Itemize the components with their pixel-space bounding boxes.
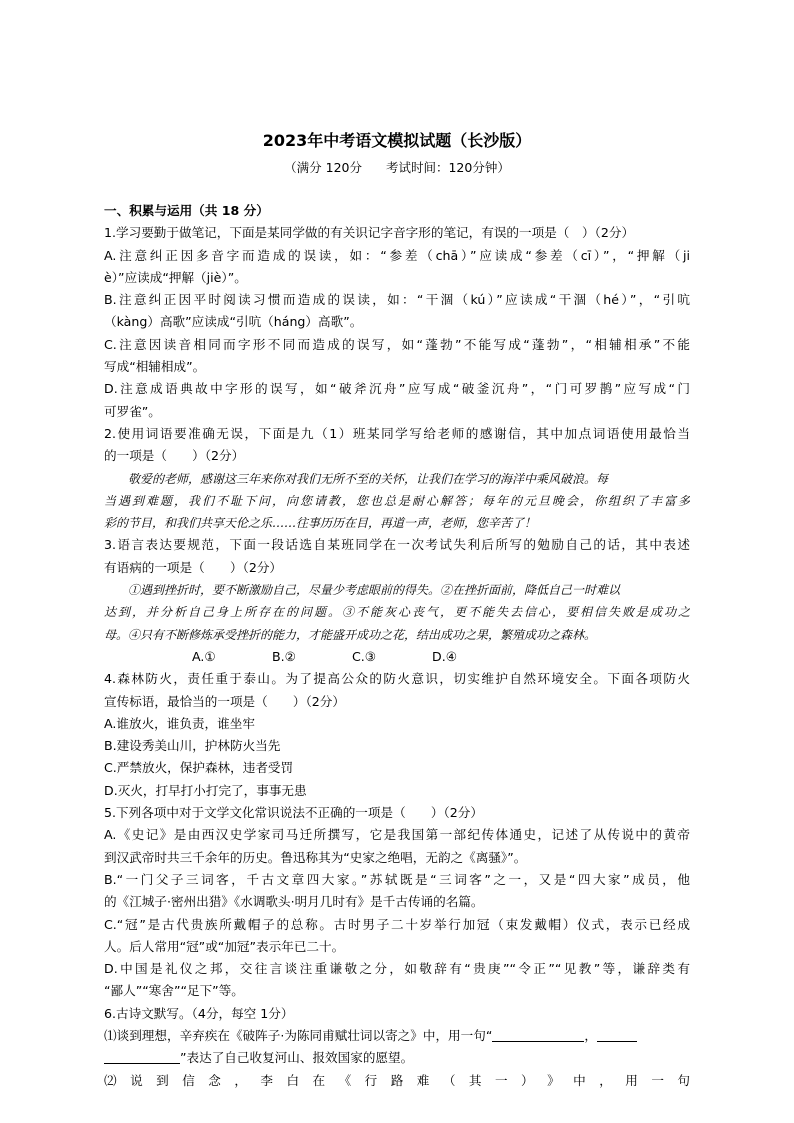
q5-option-c: C.“冠”是古代贵族所戴帽子的总称。古时男子二十岁举行加冠（束发戴帽）仪式，表示已经成 xyxy=(104,916,690,932)
q3-passage-line: ①遇到挫折时，要不断激励自己，尽量少考虑眼前的得失。②在挫折面前，降低自己一时难以 xyxy=(128,583,621,598)
q3-passage-line: 母。④只有不断修炼承受挫折的能力，才能盛开成功之花，结出成功之果，繁殖成功之森林。 xyxy=(104,627,597,642)
answer-blank[interactable] xyxy=(492,1027,584,1042)
q3-option-d: D.④ xyxy=(432,648,457,664)
q6-1-text: ⑴谈到理想，辛弃疾在《破阵子·为陈同甫赋壮词以寄之》中，用一句“ xyxy=(104,1027,493,1043)
q5-option-d-cont: “鄙人”“寒舍”“足下”等。 xyxy=(104,983,244,999)
q1-option-a: A.注意纠正因多音字而造成的误读，如：“参差（chā）”应读成“参差（cī）”，“押解（ji xyxy=(104,247,690,263)
exam-content xyxy=(104,200,690,1092)
answer-blank[interactable] xyxy=(104,1049,180,1064)
q3-passage-line: 达到，并分析自己身上所存在的问题。③不能灰心丧气，更不能失去信心，要相信失败是成功之 xyxy=(104,605,690,620)
full-score: （满分 120分 xyxy=(284,160,362,175)
q4-option-d: D.灭火，打早打小打完了，事事无患 xyxy=(104,782,307,798)
q1-option-d-cont: 可罗雀”。 xyxy=(104,403,161,419)
q6-item-2: ⑵ 说 到 信 念 ， 李 白 在 《 行 路 难 （ 其 一 ） 》 中 ， 用 一 句 xyxy=(104,1072,690,1088)
q3-option-b: B.② xyxy=(272,648,296,664)
exam-time: 考试时间：120分钟） xyxy=(385,160,510,175)
exam-info xyxy=(0,158,794,176)
question-1: 1.学习要勤于做笔记，下面是某同学做的有关识记字音字形的笔记，有误的一项是（ ）（2分） xyxy=(104,225,635,241)
q5-option-d: D.中国是礼仪之邦，交往言谈注重谦敬之分，如敬辞有“贵庚”“令正”“见教”等，谦辞类有 xyxy=(104,961,690,977)
q2-letter-line: 当遇到难题，我们不耻下问，向您请教，您也总是耐心解答；每年的元旦晚会，你组织了丰富多 xyxy=(104,493,690,508)
q3-options xyxy=(104,646,690,668)
q5-option-c-cont: 人。后人常用“冠”或“加冠”表示年已二十。 xyxy=(104,938,345,954)
q2-letter-line: 彩的节目，和我们共享天伦之乐……往事历历在目，再道一声，老师，您辛苦了！ xyxy=(104,516,537,531)
page-title: 2023年中考语文模拟试题（长沙版） xyxy=(262,131,532,150)
q5-option-a: A.《史记》是由西汉史学家司马迁所撰写，它是我国第一部纪传体通史，记述了从传说中的黄帝 xyxy=(104,827,690,843)
q6-item-1 xyxy=(104,1025,690,1047)
question-5: 5.下列各项中对于文学文化常识说法不正确的一项是（ ）（2分） xyxy=(104,805,483,821)
q3-option-c: C.③ xyxy=(352,648,377,664)
question-4: 4.森林防火，责任重于泰山。为了提高公众的防火意识，切实维护自然环境安全。下面各项防火 xyxy=(104,671,690,687)
q1-option-b: B.注意纠正因平时阅读习惯而造成的误读，如：“干涸（kú）”应读成“干涸（hé）”，“引吭 xyxy=(104,292,690,308)
q4-option-c: C.严禁放火，保护森林，违者受罚 xyxy=(104,760,294,776)
q1-option-b-cont: （kàng）高歌”应读成“引吭（háng）高歌”。 xyxy=(104,314,363,330)
q6-1-tail: ”表达了自己收复河山、报效国家的愿望。 xyxy=(180,1050,414,1066)
q1-option-d: D.注意成语典故中字形的误写，如“破斧沉舟”应写成“破釜沉舟”，“门可罗鹊”应写成“门 xyxy=(104,381,690,397)
q4-option-b: B.建设秀美山川，护林防火当先 xyxy=(104,738,281,754)
q6-1-comma: ， xyxy=(584,1027,597,1043)
question-4-cont: 宣传标语，最恰当的一项是（ ）（2分） xyxy=(104,693,345,709)
answer-blank[interactable] xyxy=(597,1027,637,1042)
q4-option-a: A.谁放火，谁负责，谁坐牢 xyxy=(104,715,255,731)
question-6: 6.古诗文默写。（4分，每空 1分） xyxy=(104,1005,294,1021)
q5-option-b-cont: 的《江城子·密州出猎》《水调歌头·明月几时有》是千古传诵的名篇。 xyxy=(104,894,484,910)
q1-option-a-cont: è）”应读成“押解（jiè）”。 xyxy=(104,269,247,285)
q5-option-a-cont: 到汉武帝时共三千余年的历史。鲁迅称其为“史家之绝唱，无韵之《离骚》”。 xyxy=(104,849,527,865)
question-2-cont: 的一项是（ ）（2分） xyxy=(104,448,245,464)
q2-letter-line: 敬爱的老师，感谢这三年来你对我们无所不至的关怀，让我们在学习的海洋中乘风破浪。每 xyxy=(128,471,609,486)
q1-option-c-cont: 写成“相辅相成”。 xyxy=(104,359,206,375)
section-heading: 一、积累与运用（共 18 分） xyxy=(104,203,269,218)
question-3-cont: 有语病的一项是（ ）（2分） xyxy=(104,559,283,575)
q3-option-a: A.① xyxy=(192,648,216,664)
question-2: 2.使用词语要准确无误，下面是九（1）班某同学写给老师的感谢信，其中加点词语使用最恰当 xyxy=(104,425,690,441)
q5-option-b: B.“一门父子三词客，千古文章四大家。”苏轼既是“三词客”之一，又是“四大家”成员，他 xyxy=(104,871,690,887)
question-3: 3.语言表达要规范，下面一段话选自某班同学在一次考试失利后所写的勉励自己的话，其中表述 xyxy=(104,537,690,553)
q1-option-c: C.注意因读音相同而字形不同而造成的误写，如“蓬勃”不能写成“蓬勃”，“相辅相承”不能 xyxy=(104,336,690,352)
q6-item-1-cont xyxy=(104,1047,690,1069)
